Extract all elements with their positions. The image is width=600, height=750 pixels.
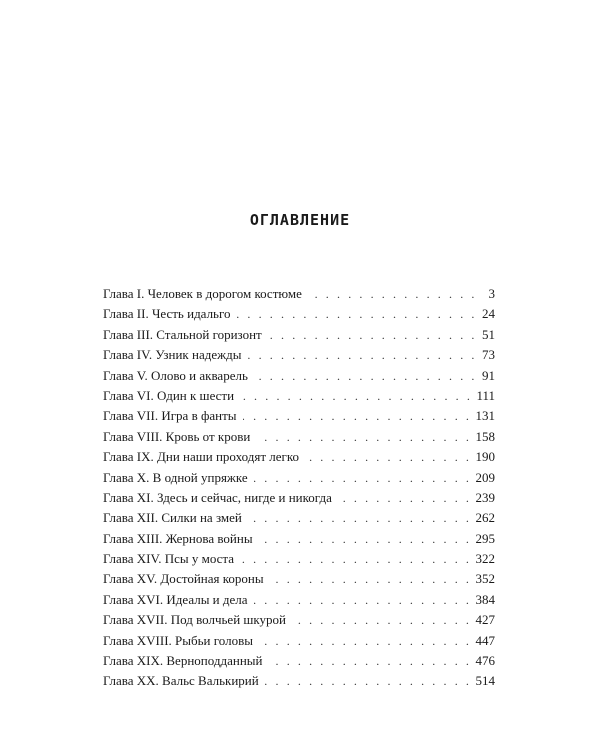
toc-leader-dots: [240, 386, 472, 406]
toc-entry-page: 3: [488, 286, 495, 301]
toc-entry-label: Глава III. Стальной горизонт: [103, 326, 262, 342]
toc-leader-dots: [248, 508, 472, 528]
toc-entry: [103, 406, 495, 426]
toc-entry-label: Глава I. Человек в дорогом костюме: [103, 286, 302, 301]
toc-entry-page: 514: [475, 673, 495, 689]
toc-entry: [103, 304, 495, 324]
toc-entry: [103, 610, 495, 630]
toc-entry: [103, 651, 495, 671]
toc-entry-label: Глава II. Честь идальго: [103, 306, 231, 322]
toc-entry: [103, 631, 495, 651]
toc-entry: [103, 366, 495, 386]
toc-entry-label: Глава VIII. Кровь от крови: [103, 428, 251, 444]
toc-leader-dots: [268, 325, 477, 345]
toc-entry-label: Глава XIV. Псы у моста: [103, 551, 235, 567]
toc-leader-dots: [270, 569, 472, 589]
toc-entry-page: 239: [475, 489, 495, 505]
toc-entry: [103, 549, 495, 569]
toc-entry-label: Глава XIII. Жернова войны: [103, 530, 253, 546]
toc-entry: [103, 569, 495, 589]
toc-leader-dots: [256, 427, 471, 447]
toc-entry-page: 427: [475, 612, 495, 628]
toc-leader-dots: [237, 304, 478, 324]
toc-entry-page: 384: [475, 591, 495, 607]
toc-leader-dots: [240, 549, 471, 569]
toc-entry-label: Глава XVI. Идеалы и дела: [103, 591, 248, 607]
toc-leader-dots: [254, 468, 472, 488]
toc-entry-page: 322: [475, 551, 495, 567]
toc-entry-label: Глава VI. Один к шести: [103, 387, 235, 403]
toc-entry: [103, 529, 495, 549]
toc-entry: [103, 671, 495, 691]
toc-leader-dots: [305, 447, 471, 467]
toc-leader-dots: [259, 529, 472, 549]
toc-entry: [103, 345, 495, 365]
toc-leader-dots: [292, 610, 471, 630]
toc-entry: [103, 508, 495, 528]
toc-leader-dots: [265, 671, 472, 691]
toc-entry-page: 476: [475, 653, 495, 669]
toc-entry-label: Глава IV. Узник надежды: [103, 347, 242, 363]
toc-entry-page: 295: [475, 530, 495, 546]
toc-leader-dots: [254, 590, 472, 610]
toc-leader-dots: [338, 488, 472, 508]
toc-leader-dots: [254, 366, 477, 386]
toc-entry-label: Глава XII. Силки на змей: [103, 510, 242, 526]
toc-entry-label: Глава V. Олово и акварель: [103, 367, 248, 383]
toc-entry: [103, 590, 495, 610]
toc-entry-label: Глава XVII. Под волчьей шкурой: [103, 612, 287, 628]
toc-entry-label: Глава XX. Вальс Валькирий: [103, 673, 259, 689]
toc-entry-label: Глава XV. Достойная короны: [103, 571, 264, 587]
toc-leader-dots: [308, 284, 477, 304]
toc-entry-page: 209: [475, 469, 495, 485]
toc-entry-page: 51: [482, 326, 495, 342]
toc-leader-dots: [247, 345, 477, 365]
toc-leader-dots: [259, 631, 472, 651]
toc-entry-page: 111: [476, 387, 495, 403]
toc-title: ОГЛАВЛЕНИЕ: [249, 211, 351, 229]
toc-entry-label: Глава IX. Дни наши проходят легко: [103, 449, 300, 465]
toc-entry-label: Глава XVIII. Рыбьи головы: [103, 632, 253, 648]
toc-entry-page: 447: [475, 632, 495, 648]
toc-entry: [103, 427, 495, 447]
toc-entry-label: Глава X. В одной упряжке: [103, 469, 248, 485]
toc-entry: [103, 284, 495, 304]
toc-entry: [103, 468, 495, 488]
toc-entry: [103, 447, 495, 467]
toc-entry: [103, 386, 495, 406]
toc-entry-page: 158: [475, 428, 495, 444]
toc-entry-label: Глава XIX. Верноподданный: [103, 653, 263, 669]
toc-entry-page: 24: [482, 306, 495, 322]
toc-entry-page: 91: [482, 367, 495, 383]
toc-leader-dots: [243, 406, 472, 426]
toc-entry-page: 262: [475, 510, 495, 526]
toc-entry: [103, 488, 495, 508]
toc-list: [103, 284, 495, 692]
toc-entry-page: 352: [475, 571, 495, 587]
toc-entry-label: Глава XI. Здесь и сейчас, нигде и никогда: [103, 489, 332, 505]
toc-entry-page: 131: [475, 408, 495, 424]
toc-leader-dots: [268, 651, 471, 671]
toc-entry-label: Глава VII. Игра в фанты: [103, 408, 237, 424]
toc-entry: [103, 325, 495, 345]
toc-entry-page: 73: [482, 347, 495, 363]
toc-entry-page: 190: [475, 449, 495, 465]
